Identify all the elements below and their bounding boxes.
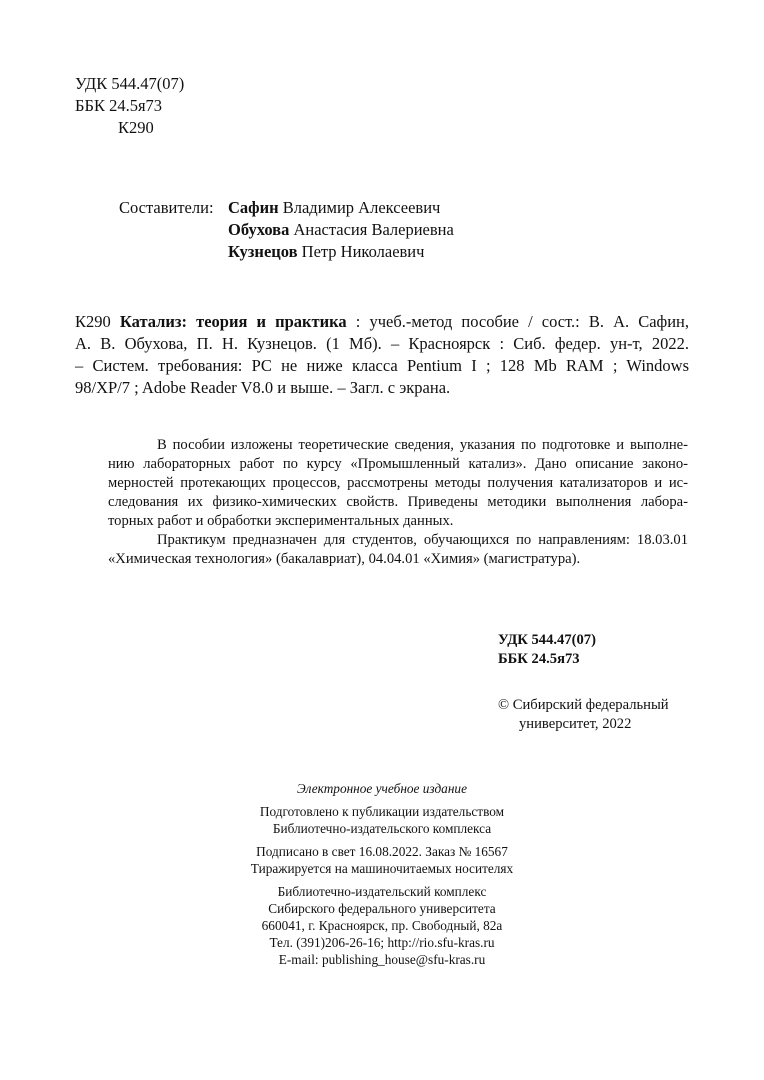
abstract-line: «Химическая технология» (бакалавриат), 04.04.01 «Химия» (магистратура).	[108, 551, 581, 567]
author-code: К290	[118, 118, 154, 137]
abstract-line: В пособии изложены теоретические сведения, указания по подготовке и выполне-	[157, 437, 688, 453]
bib-line-3: – Систем. требования: PC не ниже класса Pentium I ; 128 Mb RAM ; Windows	[75, 356, 689, 375]
abstract-line: нию лабораторных работ по курсу «Промышленный катализ». Дано описание законо-	[108, 456, 688, 472]
bib-title: Катализ: теория и практика	[119, 312, 347, 331]
bib-line-1-rest: : учеб.-метод пособие / сост.: В. А. Сафин,	[346, 312, 690, 331]
copyright-line-2: университет, 2022	[519, 716, 632, 732]
prepared-line: Библиотечно-издательского комплекса	[272, 821, 492, 836]
signed-line: Подписано в свет 16.08.2022. Заказ № 16567	[256, 844, 508, 859]
abstract-line: Практикум предназначен для студентов, обучающихся по направлениям: 18.03.01	[157, 532, 688, 548]
udk-line: УДК 544.47(07)	[75, 74, 185, 93]
bbk-line: ББК 24.5я73	[75, 96, 163, 115]
compiler-1	[228, 197, 440, 219]
publisher-line: Сибирского федерального университета	[268, 901, 496, 916]
compiler-2-name: Анастасия Валериевна	[293, 220, 454, 239]
compilers-label: Составители:	[119, 198, 214, 217]
abstract-line: торных работ и обработки экспериментальных данных.	[108, 513, 454, 529]
publisher-email: E-mail: publishing_house@sfu-kras.ru	[278, 952, 486, 967]
abstract-line: мерностей протекающих процессов, рассмотрены методы получения катализаторов и ис-	[108, 475, 688, 491]
signed-line: Тиражируется на машиночитаемых носителях	[250, 861, 514, 876]
compiler-2	[228, 219, 454, 241]
compiler-2-surname: Обухова	[228, 220, 290, 239]
copyright-line-1: © Сибирский федеральный	[498, 697, 669, 713]
compiler-3	[228, 241, 424, 263]
bib-line-1	[75, 311, 689, 333]
prepared-line: Подготовлено к публикации издательством	[259, 804, 505, 819]
udk-bold: УДК 544.47(07)	[498, 632, 596, 648]
bib-code: К290	[75, 312, 111, 331]
bib-line-4: 98/XP/7 ; Adobe Reader V8.0 и выше. – Загл. с экрана.	[75, 378, 451, 397]
compiler-1-name: Владимир Алексеевич	[282, 198, 441, 217]
publisher-line: Библиотечно-издательский комплекс	[277, 884, 487, 899]
compiler-3-name: Петр Николаевич	[301, 242, 425, 261]
edition-type: Электронное учебное издание	[297, 781, 467, 796]
publisher-address: 660041, г. Красноярск, пр. Свободный, 82а	[261, 918, 503, 933]
publisher-phone: Тел. (391)206-26-16; http://rio.sfu-kras.ru	[269, 935, 495, 950]
bib-line-2: А. В. Обухова, П. Н. Кузнецов. (1 Мб). – Красноярск : Сиб. федер. ун-т, 2022.	[75, 334, 689, 353]
compiler-3-surname: Кузнецов	[228, 242, 298, 261]
abstract-line: следования их физико-химических свойств. Приведены методики выполнения лабора-	[108, 494, 688, 510]
bbk-bold: ББК 24.5я73	[498, 651, 580, 667]
compiler-1-surname: Сафин	[228, 198, 279, 217]
